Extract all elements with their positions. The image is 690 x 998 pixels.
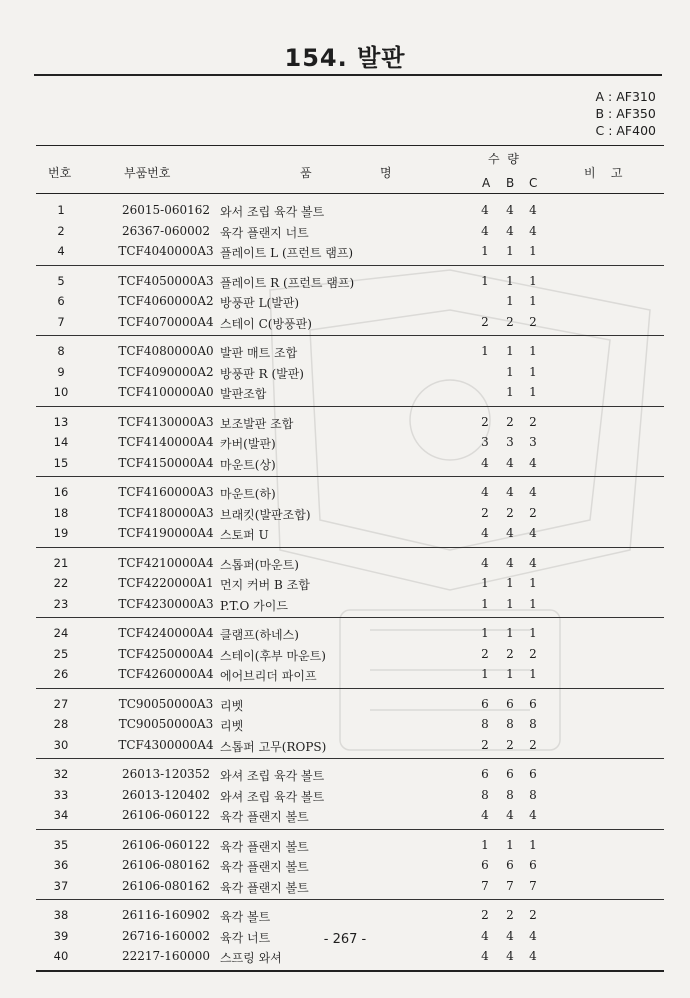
part-name: 육각 볼트 bbox=[220, 910, 271, 924]
part-name: 스톱퍼 고무(ROPS) bbox=[220, 739, 327, 754]
qty-c: 2 bbox=[529, 908, 537, 922]
table-row bbox=[36, 694, 664, 715]
qty-b: 4 bbox=[506, 928, 514, 943]
qty-c: 1 bbox=[529, 667, 537, 681]
row-group bbox=[36, 689, 664, 760]
part-number: TCF4240000A4 bbox=[118, 626, 214, 640]
qty-b: 1 bbox=[506, 576, 514, 590]
part-name: 발판조합 bbox=[220, 387, 267, 401]
item-number: 14 bbox=[53, 435, 69, 449]
qty-a: 2 bbox=[481, 737, 489, 752]
part-number: 26106-080162 bbox=[121, 858, 211, 872]
part-number: TCF4230000A3 bbox=[118, 596, 214, 611]
table-row bbox=[36, 412, 664, 433]
table-row bbox=[36, 362, 664, 383]
table-header-bottom-rule bbox=[36, 193, 664, 194]
row-group bbox=[36, 266, 664, 337]
qty-c: 1 bbox=[529, 626, 537, 640]
part-name: 스테이(후부 마운트) bbox=[220, 648, 326, 663]
qty-c: 4 bbox=[529, 526, 537, 540]
part-name: 육각 너트 bbox=[220, 930, 271, 945]
part-name: 플레이트 L (프런트 램프) bbox=[220, 246, 354, 260]
part-name: 육각 플랜지 너트 bbox=[220, 225, 309, 240]
qty-c: 3 bbox=[529, 435, 537, 449]
qty-a: 6 bbox=[481, 696, 489, 711]
part-name: 리벳 bbox=[220, 698, 244, 713]
part-number: 22217-160000 bbox=[121, 949, 211, 963]
item-number: 10 bbox=[53, 385, 69, 399]
row-group bbox=[36, 336, 664, 407]
part-number: TCF4190000A4 bbox=[118, 526, 214, 540]
item-number: 7 bbox=[57, 314, 65, 329]
qty-a: 4 bbox=[481, 455, 489, 470]
part-number: TCF4150000A4 bbox=[118, 455, 214, 470]
qty-b: 6 bbox=[506, 858, 514, 872]
part-name: 방풍판 L(발판) bbox=[220, 296, 300, 310]
item-number: 21 bbox=[53, 555, 69, 570]
qty-c: 2 bbox=[529, 646, 537, 661]
qty-b: 2 bbox=[506, 314, 514, 329]
item-number: 34 bbox=[53, 808, 69, 822]
item-number: 28 bbox=[53, 717, 69, 731]
part-number: 26116-160902 bbox=[121, 908, 211, 922]
qty-a: 1 bbox=[481, 626, 489, 640]
row-group bbox=[36, 407, 664, 478]
qty-b: 1 bbox=[506, 344, 514, 358]
qty-c: 6 bbox=[529, 767, 537, 781]
item-number: 32 bbox=[53, 767, 69, 781]
table-row bbox=[36, 876, 664, 897]
part-name: 리벳 bbox=[220, 719, 244, 733]
part-name: 육각 플랜지 볼트 bbox=[220, 839, 309, 854]
qty-b: 4 bbox=[506, 526, 514, 540]
item-number: 36 bbox=[53, 858, 69, 872]
item-number: 33 bbox=[53, 787, 69, 802]
part-number: TCF4220000A1 bbox=[118, 576, 214, 590]
table-row bbox=[36, 785, 664, 806]
part-number: TCF4080000A0 bbox=[118, 344, 214, 358]
model-legend bbox=[596, 88, 657, 139]
qty-b: 8 bbox=[506, 717, 514, 731]
qty-b: 1 bbox=[506, 273, 514, 288]
header-quantity: 수 량 bbox=[488, 152, 519, 166]
qty-a: 4 bbox=[481, 485, 489, 499]
qty-c: 4 bbox=[529, 808, 537, 822]
qty-a: 4 bbox=[481, 928, 489, 943]
qty-a: 4 bbox=[481, 223, 489, 238]
part-name: 마운트(하) bbox=[220, 487, 276, 501]
part-name: 방풍판 R (발판) bbox=[220, 366, 304, 381]
parts-table bbox=[36, 195, 664, 972]
part-name: 클램프(하네스) bbox=[220, 628, 299, 642]
qty-a: 6 bbox=[481, 767, 489, 781]
table-row bbox=[36, 644, 664, 665]
qty-c: 4 bbox=[529, 949, 537, 963]
item-number: 22 bbox=[53, 576, 69, 590]
table-row bbox=[36, 221, 664, 242]
part-name: 카버(발판) bbox=[220, 437, 276, 451]
qty-c: 7 bbox=[529, 878, 537, 893]
qty-c: 1 bbox=[529, 344, 537, 358]
qty-a: 2 bbox=[481, 505, 489, 520]
qty-b: 2 bbox=[506, 646, 514, 661]
qty-a: 4 bbox=[481, 949, 489, 963]
qty-a: 1 bbox=[481, 596, 489, 611]
table-row bbox=[36, 291, 664, 312]
part-number: 26015-060162 bbox=[121, 203, 211, 217]
header-name-left: 품 bbox=[300, 166, 312, 180]
qty-c: 2 bbox=[529, 505, 537, 520]
table-row bbox=[36, 271, 664, 292]
qty-b: 2 bbox=[506, 908, 514, 922]
qty-b: 4 bbox=[506, 203, 514, 217]
qty-a: 4 bbox=[481, 526, 489, 540]
qty-b: 6 bbox=[506, 696, 514, 711]
qty-b: 4 bbox=[506, 223, 514, 238]
part-number: TCF4090000A2 bbox=[118, 364, 214, 379]
part-number: 26106-060122 bbox=[121, 808, 211, 822]
table-row bbox=[36, 946, 664, 967]
part-number: TCF4130000A3 bbox=[118, 414, 214, 429]
table-row bbox=[36, 855, 664, 876]
qty-c: 8 bbox=[529, 787, 537, 802]
part-number: TC90050000A3 bbox=[118, 717, 214, 731]
part-name: 브래킷(발판조합) bbox=[220, 507, 311, 522]
part-number: TCF4160000A3 bbox=[118, 485, 214, 499]
qty-b: 8 bbox=[506, 787, 514, 802]
item-number: 8 bbox=[57, 344, 65, 358]
part-name: 보조발판 조합 bbox=[220, 416, 294, 431]
qty-b: 2 bbox=[506, 414, 514, 429]
table-row bbox=[36, 835, 664, 856]
part-name: 마운트(상) bbox=[220, 457, 276, 472]
qty-a: 1 bbox=[481, 244, 489, 258]
qty-b: 4 bbox=[506, 808, 514, 822]
part-number: TCF4050000A3 bbox=[118, 273, 214, 288]
part-number: 26013-120402 bbox=[121, 787, 211, 802]
part-name: 스톱퍼(마운트) bbox=[220, 557, 299, 572]
legend-c: C : AF400 bbox=[595, 123, 656, 138]
qty-a: 7 bbox=[481, 878, 489, 893]
part-number: TCF4300000A4 bbox=[118, 737, 214, 752]
item-number: 6 bbox=[57, 294, 65, 308]
part-name: 와셔 조립 육각 볼트 bbox=[220, 769, 325, 783]
qty-b: 1 bbox=[506, 596, 514, 611]
item-number: 40 bbox=[53, 949, 69, 963]
qty-c: 4 bbox=[529, 928, 537, 943]
part-number: TCF4250000A4 bbox=[118, 646, 214, 661]
item-number: 15 bbox=[53, 455, 69, 470]
table-row bbox=[36, 382, 664, 403]
table-row bbox=[36, 764, 664, 785]
qty-b: 1 bbox=[506, 294, 514, 308]
legend-a: A : AF310 bbox=[595, 89, 656, 104]
table-row bbox=[36, 905, 664, 926]
qty-a: 2 bbox=[481, 414, 489, 429]
item-number: 16 bbox=[53, 485, 69, 499]
table-row bbox=[36, 482, 664, 503]
row-group bbox=[36, 830, 664, 901]
table-row bbox=[36, 503, 664, 524]
part-name: P.T.O 가이드 bbox=[220, 598, 288, 613]
item-number: 13 bbox=[53, 414, 69, 429]
qty-b: 4 bbox=[506, 485, 514, 499]
qty-c: 1 bbox=[529, 244, 537, 258]
qty-c: 2 bbox=[529, 737, 537, 752]
table-row bbox=[36, 200, 664, 221]
header-col-b: B bbox=[506, 176, 515, 190]
qty-a: 1 bbox=[481, 576, 489, 590]
row-group bbox=[36, 759, 664, 830]
table-header-top-rule bbox=[36, 145, 664, 146]
qty-c: 4 bbox=[529, 555, 537, 570]
item-number: 23 bbox=[53, 596, 69, 611]
table-row bbox=[36, 553, 664, 574]
qty-a: 2 bbox=[481, 646, 489, 661]
table-row bbox=[36, 341, 664, 362]
qty-c: 2 bbox=[529, 414, 537, 429]
part-name: 스토퍼 U bbox=[220, 528, 269, 542]
qty-c: 1 bbox=[529, 596, 537, 611]
part-name: 스프링 와셔 bbox=[220, 951, 282, 965]
qty-c: 4 bbox=[529, 455, 537, 470]
part-name: 육각 플랜지 볼트 bbox=[220, 860, 309, 874]
item-number: 27 bbox=[53, 696, 69, 711]
table-row bbox=[36, 241, 664, 262]
header-name-right: 명 bbox=[380, 166, 392, 180]
row-group bbox=[36, 477, 664, 548]
item-number: 18 bbox=[53, 505, 69, 520]
item-number: 24 bbox=[53, 626, 69, 640]
part-number: TCF4260000A4 bbox=[118, 667, 214, 681]
qty-b: 7 bbox=[506, 878, 514, 893]
qty-a: 8 bbox=[481, 787, 489, 802]
qty-a: 4 bbox=[481, 808, 489, 822]
header-part-number: 부품번호 bbox=[124, 166, 171, 180]
part-name: 와서 조립 육각 볼트 bbox=[220, 205, 325, 219]
qty-b: 3 bbox=[506, 435, 514, 449]
table-row bbox=[36, 432, 664, 453]
qty-c: 8 bbox=[529, 717, 537, 731]
part-name: 에어브리더 파이프 bbox=[220, 669, 317, 683]
qty-c: 1 bbox=[529, 576, 537, 590]
qty-a: 2 bbox=[481, 908, 489, 922]
item-number: 39 bbox=[53, 928, 69, 943]
row-group bbox=[36, 618, 664, 689]
part-number: TCF4100000A0 bbox=[118, 385, 214, 399]
part-number: 26716-160002 bbox=[121, 928, 211, 943]
table-row bbox=[36, 573, 664, 594]
qty-c: 6 bbox=[529, 696, 537, 711]
part-number: TCF4040000A3 bbox=[118, 244, 214, 258]
part-name: 발판 매트 조합 bbox=[220, 346, 298, 360]
qty-c: 4 bbox=[529, 223, 537, 238]
row-group bbox=[36, 195, 664, 266]
header-remark: 비 고 bbox=[584, 166, 623, 180]
header-no: 번호 bbox=[48, 166, 72, 180]
qty-c: 4 bbox=[529, 485, 537, 499]
qty-c: 1 bbox=[529, 385, 537, 399]
header-col-c: C bbox=[529, 176, 538, 190]
table-row bbox=[36, 805, 664, 826]
qty-b: 6 bbox=[506, 767, 514, 781]
item-number: 35 bbox=[53, 837, 69, 852]
legend-b: B : AF350 bbox=[595, 106, 656, 121]
header-col-a: A bbox=[482, 176, 491, 190]
part-name: 스테이 C(방풍판) bbox=[220, 316, 312, 331]
qty-b: 2 bbox=[506, 505, 514, 520]
qty-c: 1 bbox=[529, 837, 537, 852]
part-number: TCF4210000A4 bbox=[118, 555, 214, 570]
item-number: 25 bbox=[53, 646, 69, 661]
qty-c: 2 bbox=[529, 314, 537, 329]
row-group bbox=[36, 548, 664, 619]
qty-a: 1 bbox=[481, 344, 489, 358]
qty-b: 1 bbox=[506, 385, 514, 399]
item-number: 9 bbox=[57, 364, 65, 379]
item-number: 19 bbox=[53, 526, 69, 540]
qty-c: 1 bbox=[529, 364, 537, 379]
qty-a: 1 bbox=[481, 273, 489, 288]
table-row bbox=[36, 623, 664, 644]
item-number: 2 bbox=[57, 223, 65, 238]
part-name: 육각 플랜지 볼트 bbox=[220, 880, 309, 895]
qty-b: 1 bbox=[506, 364, 514, 379]
qty-a: 2 bbox=[481, 314, 489, 329]
qty-b: 1 bbox=[506, 837, 514, 852]
qty-a: 4 bbox=[481, 555, 489, 570]
part-number: TC90050000A3 bbox=[118, 696, 214, 711]
qty-a: 6 bbox=[481, 858, 489, 872]
qty-b: 4 bbox=[506, 455, 514, 470]
table-row bbox=[36, 523, 664, 544]
item-number: 26 bbox=[53, 667, 69, 681]
part-number: TCF4180000A3 bbox=[118, 505, 214, 520]
qty-c: 6 bbox=[529, 858, 537, 872]
qty-b: 1 bbox=[506, 667, 514, 681]
part-number: 26106-080162 bbox=[121, 878, 211, 893]
table-row bbox=[36, 664, 664, 685]
qty-a: 3 bbox=[481, 435, 489, 449]
part-name: 플레이트 R (프런트 램프) bbox=[220, 275, 355, 290]
qty-a: 1 bbox=[481, 667, 489, 681]
item-number: 30 bbox=[53, 737, 69, 752]
part-number: 26013-120352 bbox=[121, 767, 211, 781]
page-number: - 267 - bbox=[323, 932, 367, 947]
item-number: 5 bbox=[57, 273, 65, 288]
qty-b: 1 bbox=[506, 244, 514, 258]
qty-c: 1 bbox=[529, 294, 537, 308]
part-number: TCF4070000A4 bbox=[118, 314, 214, 329]
qty-a: 4 bbox=[481, 203, 489, 217]
table-row bbox=[36, 594, 664, 615]
part-number: 26367-060002 bbox=[121, 223, 211, 238]
item-number: 4 bbox=[57, 244, 65, 258]
title-divider bbox=[34, 74, 662, 76]
qty-c: 1 bbox=[529, 273, 537, 288]
qty-b: 2 bbox=[506, 737, 514, 752]
qty-b: 4 bbox=[506, 949, 514, 963]
part-number: TCF4060000A2 bbox=[118, 294, 214, 308]
qty-c: 4 bbox=[529, 203, 537, 217]
page-title: 154. 발판 bbox=[284, 44, 406, 72]
qty-a: 1 bbox=[481, 837, 489, 852]
table-row bbox=[36, 735, 664, 756]
table-row bbox=[36, 453, 664, 474]
qty-b: 4 bbox=[506, 555, 514, 570]
part-name: 와셔 조립 육각 볼트 bbox=[220, 789, 325, 804]
part-number: 26106-060122 bbox=[121, 837, 211, 852]
table-row bbox=[36, 312, 664, 333]
qty-b: 1 bbox=[506, 626, 514, 640]
item-number: 38 bbox=[53, 908, 69, 922]
part-number: TCF4140000A4 bbox=[118, 435, 214, 449]
item-number: 1 bbox=[57, 203, 65, 217]
item-number: 37 bbox=[53, 878, 69, 893]
table-row bbox=[36, 714, 664, 735]
part-name: 먼지 커버 B 조합 bbox=[220, 578, 310, 592]
qty-a: 8 bbox=[481, 717, 489, 731]
part-name: 육각 플랜지 볼트 bbox=[220, 810, 309, 824]
